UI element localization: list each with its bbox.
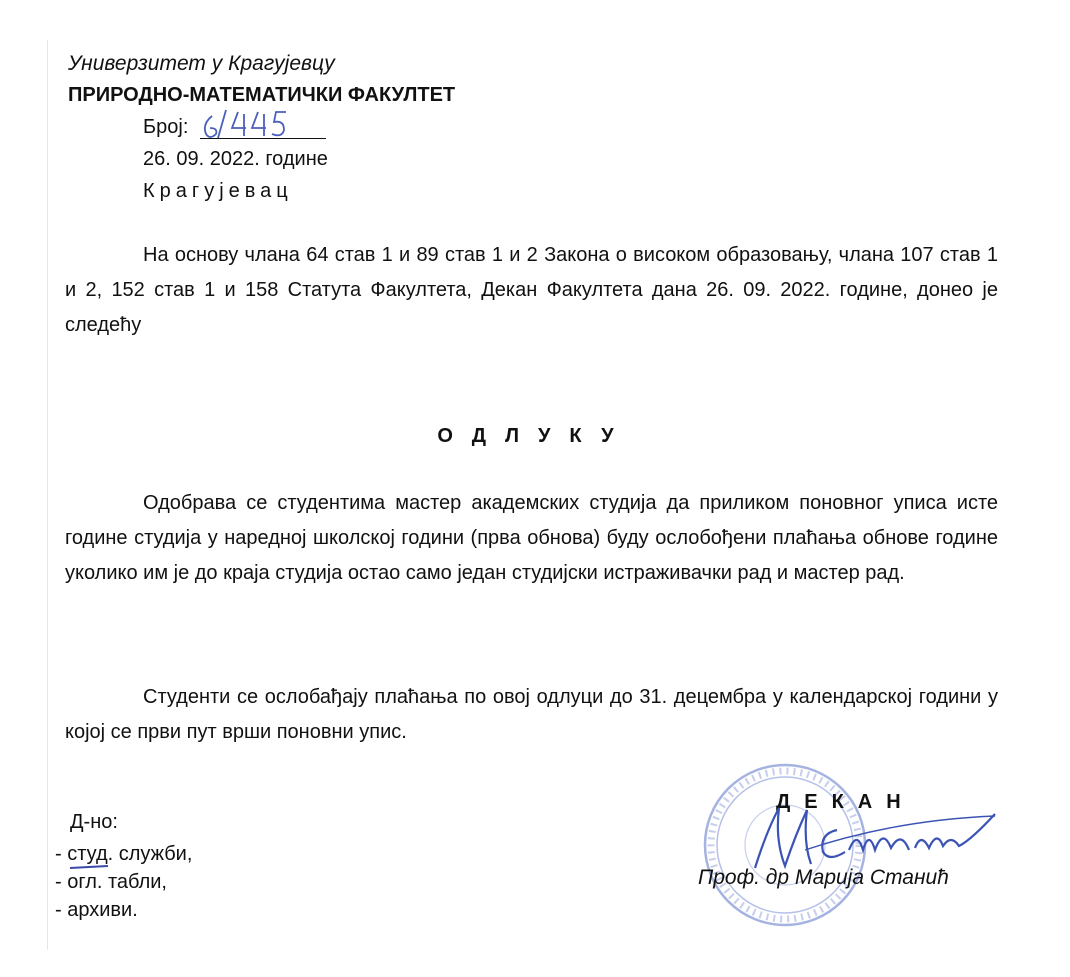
preamble-paragraph: На основу члана 64 став 1 и 89 став 1 и 2 Закона о високом образовању, члана 107 став 1 и 2, 152 став 1 и 158 Статута Факултета, Декан Факултета дана 26. 09. 2022. године, донео је следећу	[65, 244, 998, 336]
university-name: Универзитет у Крагујевцу	[68, 52, 335, 75]
decision-paragraph-1: Одобрава се студентима мастер академских студија да приликом поновног уписа исте године студија у наредној школској години (прва обнова) буду ослобођени плаћања обнове године уколико им је до краја студија остао само један студијски истраживачки рад и мастер рад.	[65, 492, 998, 584]
document-number-label: Број:	[143, 116, 189, 138]
signature-icon	[745, 800, 1000, 875]
document-number-underline	[200, 138, 326, 139]
distribution-label: Д-но:	[70, 811, 118, 833]
signatory-name: Проф. др Марија Станић	[698, 866, 949, 889]
distribution-item: - архиви.	[55, 899, 138, 921]
distribution-item: - огл. табли,	[55, 871, 167, 893]
decision-title: ОДЛУКУ	[437, 425, 633, 447]
decision-paragraph-2: Студенти се ослобађају плаћања по овој одлуци до 31. децембра у календарској години у којој се први пут врши поновни упис.	[65, 686, 998, 743]
distribution-item: - студ. служби,	[55, 843, 193, 865]
distribution-list	[55, 840, 192, 924]
faculty-name: ПРИРОДНО-МАТЕМАТИЧКИ ФАКУЛТЕТ	[68, 84, 456, 106]
document-date: 26. 09. 2022. године	[143, 148, 328, 170]
document-city: Крагујевац	[143, 180, 293, 202]
signatory-role: ДЕКАН	[776, 791, 915, 813]
page-edge	[47, 40, 48, 950]
